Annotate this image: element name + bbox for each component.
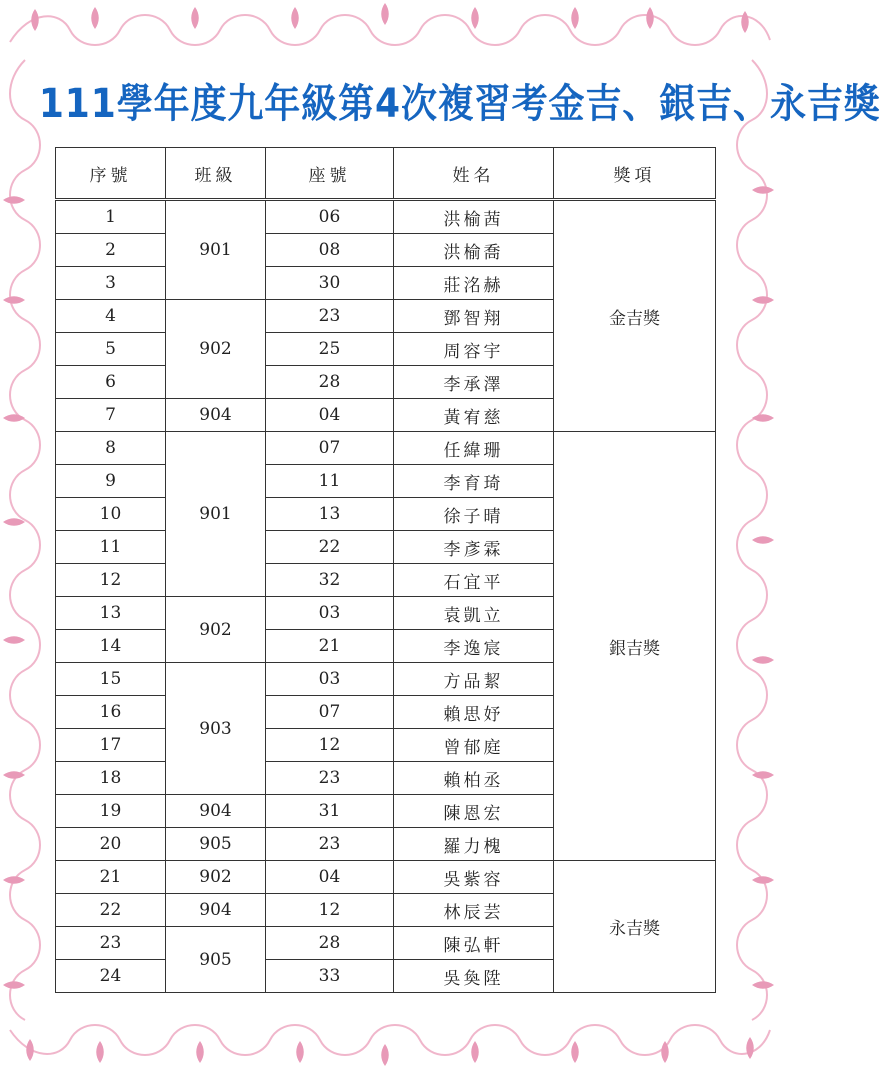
cell-name: 李承澤 — [394, 366, 554, 399]
cell-seat: 21 — [266, 630, 394, 663]
table-row — [56, 432, 716, 465]
cell-name: 林辰芸 — [394, 894, 554, 927]
cell-seat: 32 — [266, 564, 394, 597]
cell-class: 901 — [166, 200, 266, 300]
cell-class: 902 — [166, 861, 266, 894]
cell-class: 902 — [166, 597, 266, 663]
cell-seat: 23 — [266, 300, 394, 333]
cell-serial: 6 — [56, 366, 166, 399]
cell-name: 李逸宸 — [394, 630, 554, 663]
header-serial: 序號 — [56, 148, 166, 200]
cell-name: 洪榆喬 — [394, 234, 554, 267]
cell-seat: 31 — [266, 795, 394, 828]
cell-seat: 25 — [266, 333, 394, 366]
cell-serial: 2 — [56, 234, 166, 267]
cell-serial: 22 — [56, 894, 166, 927]
cell-seat: 07 — [266, 432, 394, 465]
cell-name: 陳弘軒 — [394, 927, 554, 960]
cell-class: 904 — [166, 399, 266, 432]
cell-seat: 07 — [266, 696, 394, 729]
cell-class: 902 — [166, 300, 266, 399]
cell-name: 李育琦 — [394, 465, 554, 498]
cell-class: 901 — [166, 432, 266, 597]
cell-class: 904 — [166, 795, 266, 828]
cell-seat: 04 — [266, 399, 394, 432]
award-table — [55, 147, 716, 993]
cell-serial: 18 — [56, 762, 166, 795]
cell-serial: 3 — [56, 267, 166, 300]
cell-serial: 19 — [56, 795, 166, 828]
header-award: 獎項 — [554, 148, 716, 200]
cell-seat: 04 — [266, 861, 394, 894]
cell-serial: 17 — [56, 729, 166, 762]
cell-name: 周容宇 — [394, 333, 554, 366]
cell-class: 905 — [166, 927, 266, 993]
cell-serial: 14 — [56, 630, 166, 663]
cell-name: 徐子晴 — [394, 498, 554, 531]
cell-seat: 28 — [266, 366, 394, 399]
header-seat: 座號 — [266, 148, 394, 200]
cell-name: 吳紫容 — [394, 861, 554, 894]
cell-class: 903 — [166, 663, 266, 795]
cell-seat: 08 — [266, 234, 394, 267]
page-title: 111學年度九年級第4次複習考金吉、銀吉、永吉獎 — [38, 81, 881, 127]
cell-name: 鄧智翔 — [394, 300, 554, 333]
cell-name: 石宜平 — [394, 564, 554, 597]
cell-seat: 06 — [266, 200, 394, 234]
cell-name: 曾郁庭 — [394, 729, 554, 762]
cell-class: 905 — [166, 828, 266, 861]
cell-serial: 7 — [56, 399, 166, 432]
cell-seat: 23 — [266, 762, 394, 795]
cell-seat: 12 — [266, 729, 394, 762]
cell-name: 任緯珊 — [394, 432, 554, 465]
cell-serial: 23 — [56, 927, 166, 960]
cell-seat: 03 — [266, 663, 394, 696]
cell-serial: 4 — [56, 300, 166, 333]
cell-name: 李彥霖 — [394, 531, 554, 564]
cell-serial: 24 — [56, 960, 166, 993]
header-name: 姓名 — [394, 148, 554, 200]
cell-name: 莊洺赫 — [394, 267, 554, 300]
cell-serial: 21 — [56, 861, 166, 894]
cell-name: 吳奐陞 — [394, 960, 554, 993]
cell-name: 陳恩宏 — [394, 795, 554, 828]
cell-award-bronze: 永吉獎 — [554, 861, 716, 993]
cell-seat: 33 — [266, 960, 394, 993]
cell-serial: 11 — [56, 531, 166, 564]
cell-name: 洪榆茜 — [394, 200, 554, 234]
cell-name: 賴思妤 — [394, 696, 554, 729]
cell-class: 904 — [166, 894, 266, 927]
cell-seat: 30 — [266, 267, 394, 300]
cell-name: 賴柏丞 — [394, 762, 554, 795]
cell-name: 羅力槐 — [394, 828, 554, 861]
cell-serial: 1 — [56, 200, 166, 234]
cell-award-silver: 銀吉獎 — [554, 432, 716, 861]
cell-seat: 28 — [266, 927, 394, 960]
cell-seat: 23 — [266, 828, 394, 861]
cell-serial: 10 — [56, 498, 166, 531]
cell-serial: 15 — [56, 663, 166, 696]
cell-serial: 8 — [56, 432, 166, 465]
header-class: 班級 — [166, 148, 266, 200]
cell-serial: 9 — [56, 465, 166, 498]
cell-serial: 13 — [56, 597, 166, 630]
cell-serial: 16 — [56, 696, 166, 729]
cell-serial: 20 — [56, 828, 166, 861]
table-row — [56, 200, 716, 234]
table-row — [56, 861, 716, 894]
table-header-row — [56, 148, 716, 200]
cell-seat: 11 — [266, 465, 394, 498]
cell-serial: 5 — [56, 333, 166, 366]
cell-seat: 12 — [266, 894, 394, 927]
cell-name: 黃宥慈 — [394, 399, 554, 432]
cell-seat: 22 — [266, 531, 394, 564]
cell-seat: 03 — [266, 597, 394, 630]
cell-name: 方品絜 — [394, 663, 554, 696]
cell-seat: 13 — [266, 498, 394, 531]
cell-name: 袁凱立 — [394, 597, 554, 630]
cell-award-gold: 金吉獎 — [554, 200, 716, 432]
cell-serial: 12 — [56, 564, 166, 597]
